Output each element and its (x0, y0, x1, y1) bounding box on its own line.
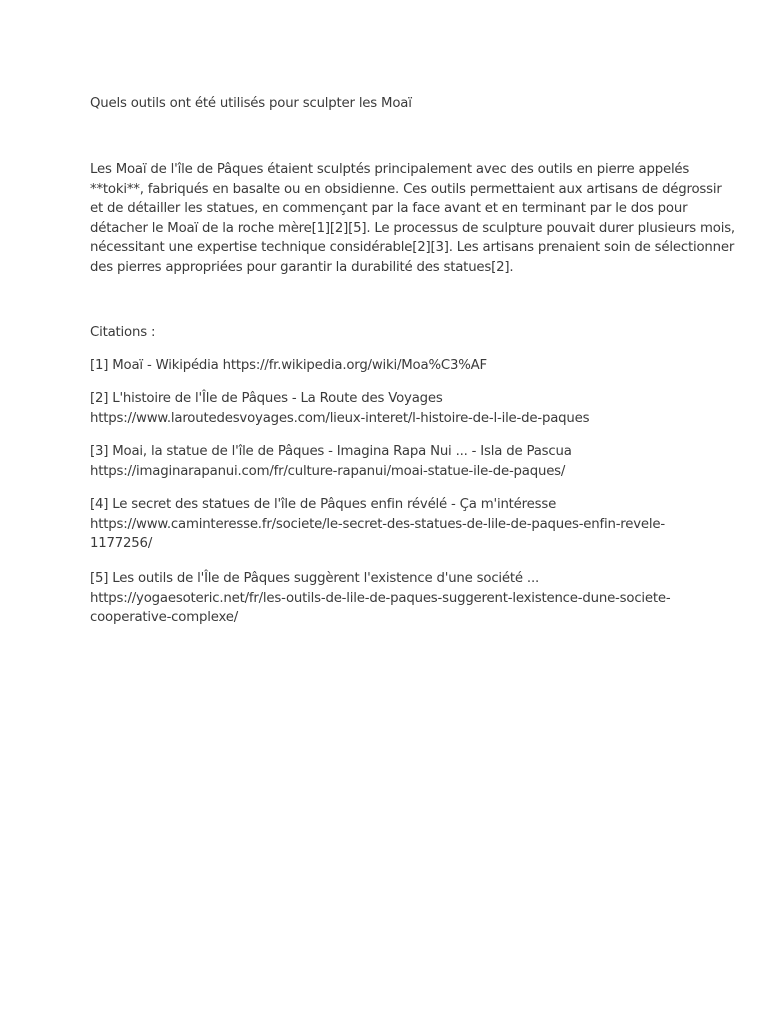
citation-line: https://www.caminteresse.fr/societe/le-secret-des-statues-de-lile-de-paques-enfin-revele- (90, 516, 665, 532)
citation-line: [2] L'histoire de l'Île de Pâques - La Route des Voyages (90, 391, 443, 406)
citation-line: [4] Le secret des statues de l'île de Pâques enfin révélé - Ça m'intéresse (90, 497, 557, 512)
citation-item (90, 356, 690, 376)
citation-line: cooperative-complexe/ (90, 610, 238, 626)
citation-line: [5] Les outils de l'Île de Pâques suggèrent l'existence d'une société ... (90, 571, 540, 586)
document-title: Quels outils ont été utilisés pour sculpter les Moaï (90, 96, 412, 111)
citation-item (90, 569, 690, 628)
body-line: détacher le Moaï de la roche mère[1][2][5]. Le processus de sculpture pouvait durer plusieurs mois, (90, 220, 735, 236)
citation-line: https://yogaesoteric.net/fr/les-outils-de-lile-de-paques-suggerent-lexistence-dune-societe- (90, 590, 671, 606)
citation-line: https://imaginarapanui.com/fr/culture-rapanui/moai-statue-ile-de-paques/ (90, 463, 566, 479)
citation-line: https://www.laroutedesvoyages.com/lieux-interet/l-histoire-de-l-ile-de-paques (90, 410, 590, 426)
citation-item (90, 389, 690, 428)
citation-line: [3] Moai, la statue de l'île de Pâques - Imagina Rapa Nui ... - Isla de Pascua (90, 444, 572, 459)
citation-item (90, 442, 690, 481)
body-line: des pierres appropriées pour garantir la durabilité des statues[2]. (90, 259, 514, 275)
body-paragraph (90, 160, 735, 278)
citations-heading: Citations : (90, 325, 156, 340)
citation-line: 1177256/ (90, 536, 153, 552)
body-line: nécessitant une expertise technique considérable[2][3]. Les artisans prenaient soin de sélectionner (90, 240, 735, 256)
citation-line: [1] Moaï - Wikipédia https://fr.wikipedia.org/wiki/Moa%C3%AF (90, 358, 487, 373)
body-line: et de détailler les statues, en commençant par la face avant et en terminant par le dos pour (90, 201, 688, 217)
body-line: Les Moaï de l'île de Pâques étaient sculptés principalement avec des outils en pierre appelés (90, 162, 690, 177)
citation-item (90, 495, 690, 554)
body-line: **toki**, fabriqués en basalte ou en obsidienne. Ces outils permettaient aux artisans de dégrossir (90, 181, 722, 197)
